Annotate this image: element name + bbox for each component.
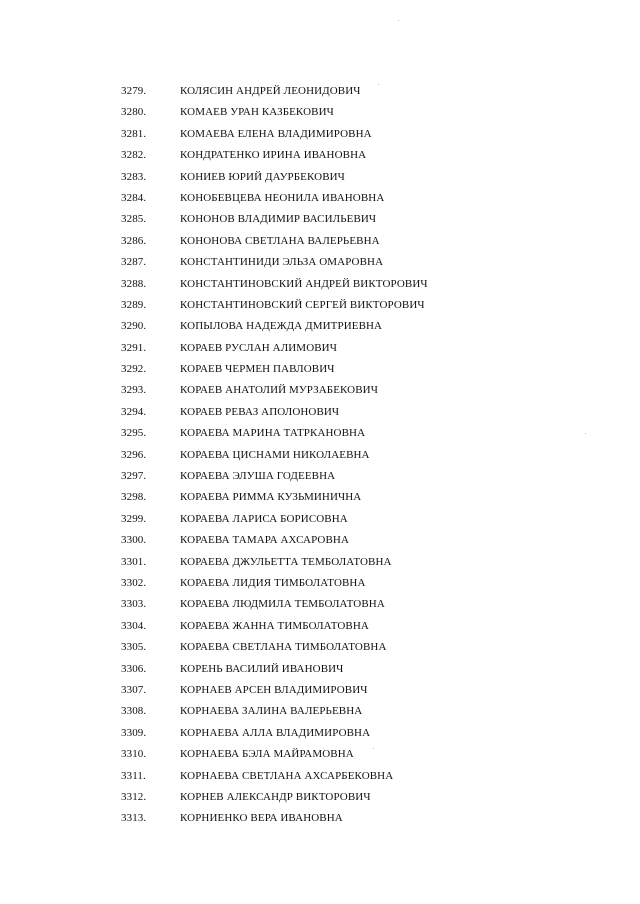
entry-name: КОРАЕВ АНАТОЛИЙ МУРЗАБЕКОВИЧ (180, 384, 378, 397)
entry-number: 3303. (121, 598, 147, 611)
entry-name: КОНСТАНТИНОВСКИЙ СЕРГЕЙ ВИКТОРОВИЧ (180, 298, 425, 311)
entry-number: 3313. (121, 812, 147, 825)
entry-name: КОНИЕВ ЮРИЙ ДАУРБЕКОВИЧ (180, 170, 345, 183)
list-item (0, 744, 640, 765)
list-item (0, 787, 640, 808)
entry-name: КОМАЕВ УРАН КАЗБЕКОВИЧ (180, 106, 334, 119)
entry-name: КОРНАЕВА АЛЛА ВЛАДИМИРОВНА (180, 726, 371, 739)
entry-name: КОРНАЕВ АРСЕН ВЛАДИМИРОВИЧ (180, 683, 368, 696)
list-item (0, 380, 640, 401)
entry-name: КОМАЕВА ЕЛЕНА ВЛАДИМИРОВНА (180, 127, 372, 140)
entry-name: КОРАЕВА СВЕТЛАНА ТИМБОЛАТОВНА (180, 641, 387, 654)
entry-name: КОРАЕВА ТАМАРА АХСАРОВНА (180, 534, 349, 547)
entry-number: 3302. (121, 576, 147, 589)
entry-name: КОРАЕВ ЧЕРМЕН ПАВЛОВИЧ (180, 363, 335, 376)
entry-number: 3292. (121, 363, 147, 376)
entry-name: КОРАЕВА ЖАННА ТИМБОЛАТОВНА (180, 619, 369, 632)
list-item (0, 81, 640, 102)
entry-number: 3286. (121, 234, 147, 247)
list-item (0, 487, 640, 508)
list-item (0, 209, 640, 230)
name-list (0, 81, 640, 830)
entry-number: 3298. (121, 491, 147, 504)
entry-name: КОРНАЕВА СВЕТЛАНА АХСАРБЕКОВНА (180, 769, 394, 782)
list-item (0, 766, 640, 787)
list-item (0, 252, 640, 273)
list-item (0, 167, 640, 188)
entry-name: КОРАЕВ РУСЛАН АЛИМОВИЧ (180, 341, 337, 354)
entry-name: КОРАЕВА ЭЛУША ГОДЕЕВНА (180, 470, 336, 483)
entry-number: 3307. (121, 683, 147, 696)
list-item (0, 102, 640, 123)
entry-number: 3294. (121, 405, 147, 418)
entry-number: 3288. (121, 277, 147, 290)
entry-name: КОРАЕВА ЛЮДМИЛА ТЕМБОЛАТОВНА (180, 598, 385, 611)
entry-name: КОРНАЕВА БЭЛА МАЙРАМОВНА (180, 748, 354, 761)
entry-name: КОРАЕВА ЦИСНАМИ НИКОЛАЕВНА (180, 448, 370, 461)
entry-number: 3295. (121, 427, 147, 440)
list-item (0, 723, 640, 744)
list-item (0, 552, 640, 573)
entry-number: 3304. (121, 619, 147, 632)
list-item (0, 530, 640, 551)
entry-name: КОРАЕВА МАРИНА ТАТРКАНОВНА (180, 427, 366, 440)
entry-name: КОНОБЕВЦЕВА НЕОНИЛА ИВАНОВНА (180, 191, 385, 204)
entry-name: КОНСТАНТИНИДИ ЭЛЬЗА ОМАРОВНА (180, 256, 384, 269)
entry-number: 3305. (121, 641, 147, 654)
entry-number: 3311. (121, 769, 146, 782)
entry-number: 3299. (121, 512, 147, 525)
entry-number: 3282. (121, 149, 147, 162)
entry-name: КОРАЕВА ДЖУЛЬЕТТА ТЕМБОЛАТОВНА (180, 555, 392, 568)
list-item (0, 423, 640, 444)
entry-name: КОРНЕВ АЛЕКСАНДР ВИКТОРОВИЧ (180, 790, 371, 803)
entry-number: 3280. (121, 106, 147, 119)
entry-number: 3310. (121, 748, 147, 761)
entry-number: 3289. (121, 298, 147, 311)
entry-number: 3283. (121, 170, 147, 183)
entry-name: КОРНИЕНКО ВЕРА ИВАНОВНА (180, 812, 343, 825)
entry-number: 3306. (121, 662, 147, 675)
entry-name: КОРНАЕВА ЗАЛИНА ВАЛЕРЬЕВНА (180, 705, 363, 718)
list-item (0, 637, 640, 658)
entry-name: КОНОНОВА СВЕТЛАНА ВАЛЕРЬЕВНА (180, 234, 380, 247)
entry-name: КОНСТАНТИНОВСКИЙ АНДРЕЙ ВИКТОРОВИЧ (180, 277, 428, 290)
list-item (0, 274, 640, 295)
entry-name: КОРЕНЬ ВАСИЛИЙ ИВАНОВИЧ (180, 662, 344, 675)
list-item (0, 295, 640, 316)
list-item (0, 680, 640, 701)
entry-number: 3293. (121, 384, 147, 397)
entry-number: 3297. (121, 470, 147, 483)
entry-number: 3309. (121, 726, 147, 739)
list-item (0, 445, 640, 466)
entry-name: КОНОНОВ ВЛАДИМИР ВАСИЛЬЕВИЧ (180, 213, 377, 226)
list-item (0, 316, 640, 337)
entry-number: 3300. (121, 534, 147, 547)
list-item (0, 701, 640, 722)
list-item (0, 145, 640, 166)
entry-number: 3285. (121, 213, 147, 226)
list-item (0, 231, 640, 252)
list-item (0, 573, 640, 594)
list-item (0, 808, 640, 829)
entry-number: 3291. (121, 341, 147, 354)
entry-number: 3284. (121, 191, 147, 204)
entry-name: КОПЫЛОВА НАДЕЖДА ДМИТРИЕВНА (180, 320, 383, 333)
entry-number: 3287. (121, 256, 147, 269)
entry-name: КОРАЕВА ЛАРИСА БОРИСОВНА (180, 512, 348, 525)
entry-number: 3281. (121, 127, 147, 140)
list-item (0, 338, 640, 359)
list-item (0, 359, 640, 380)
list-item (0, 402, 640, 423)
list-item (0, 659, 640, 680)
list-item (0, 594, 640, 615)
entry-number: 3296. (121, 448, 147, 461)
entry-number: 3308. (121, 705, 147, 718)
list-item (0, 188, 640, 209)
list-item (0, 124, 640, 145)
entry-name: КОЛЯСИН АНДРЕЙ ЛЕОНИДОВИЧ (180, 85, 361, 97)
entry-number: 3290. (121, 320, 147, 333)
entry-number: 3279. (121, 85, 147, 97)
list-item (0, 616, 640, 637)
entry-number: 3312. (121, 790, 147, 803)
entry-name: КОРАЕВА ЛИДИЯ ТИМБОЛАТОВНА (180, 576, 366, 589)
entry-name: КОРАЕВА РИММА КУЗЬМИНИЧНА (180, 491, 362, 504)
list-item (0, 509, 640, 530)
entry-number: 3301. (121, 555, 147, 568)
scan-speck (398, 20, 399, 21)
entry-name: КОРАЕВ РЕВАЗ АПОЛОНОВИЧ (180, 405, 340, 418)
list-item (0, 466, 640, 487)
entry-name: КОНДРАТЕНКО ИРИНА ИВАНОВНА (180, 149, 367, 162)
